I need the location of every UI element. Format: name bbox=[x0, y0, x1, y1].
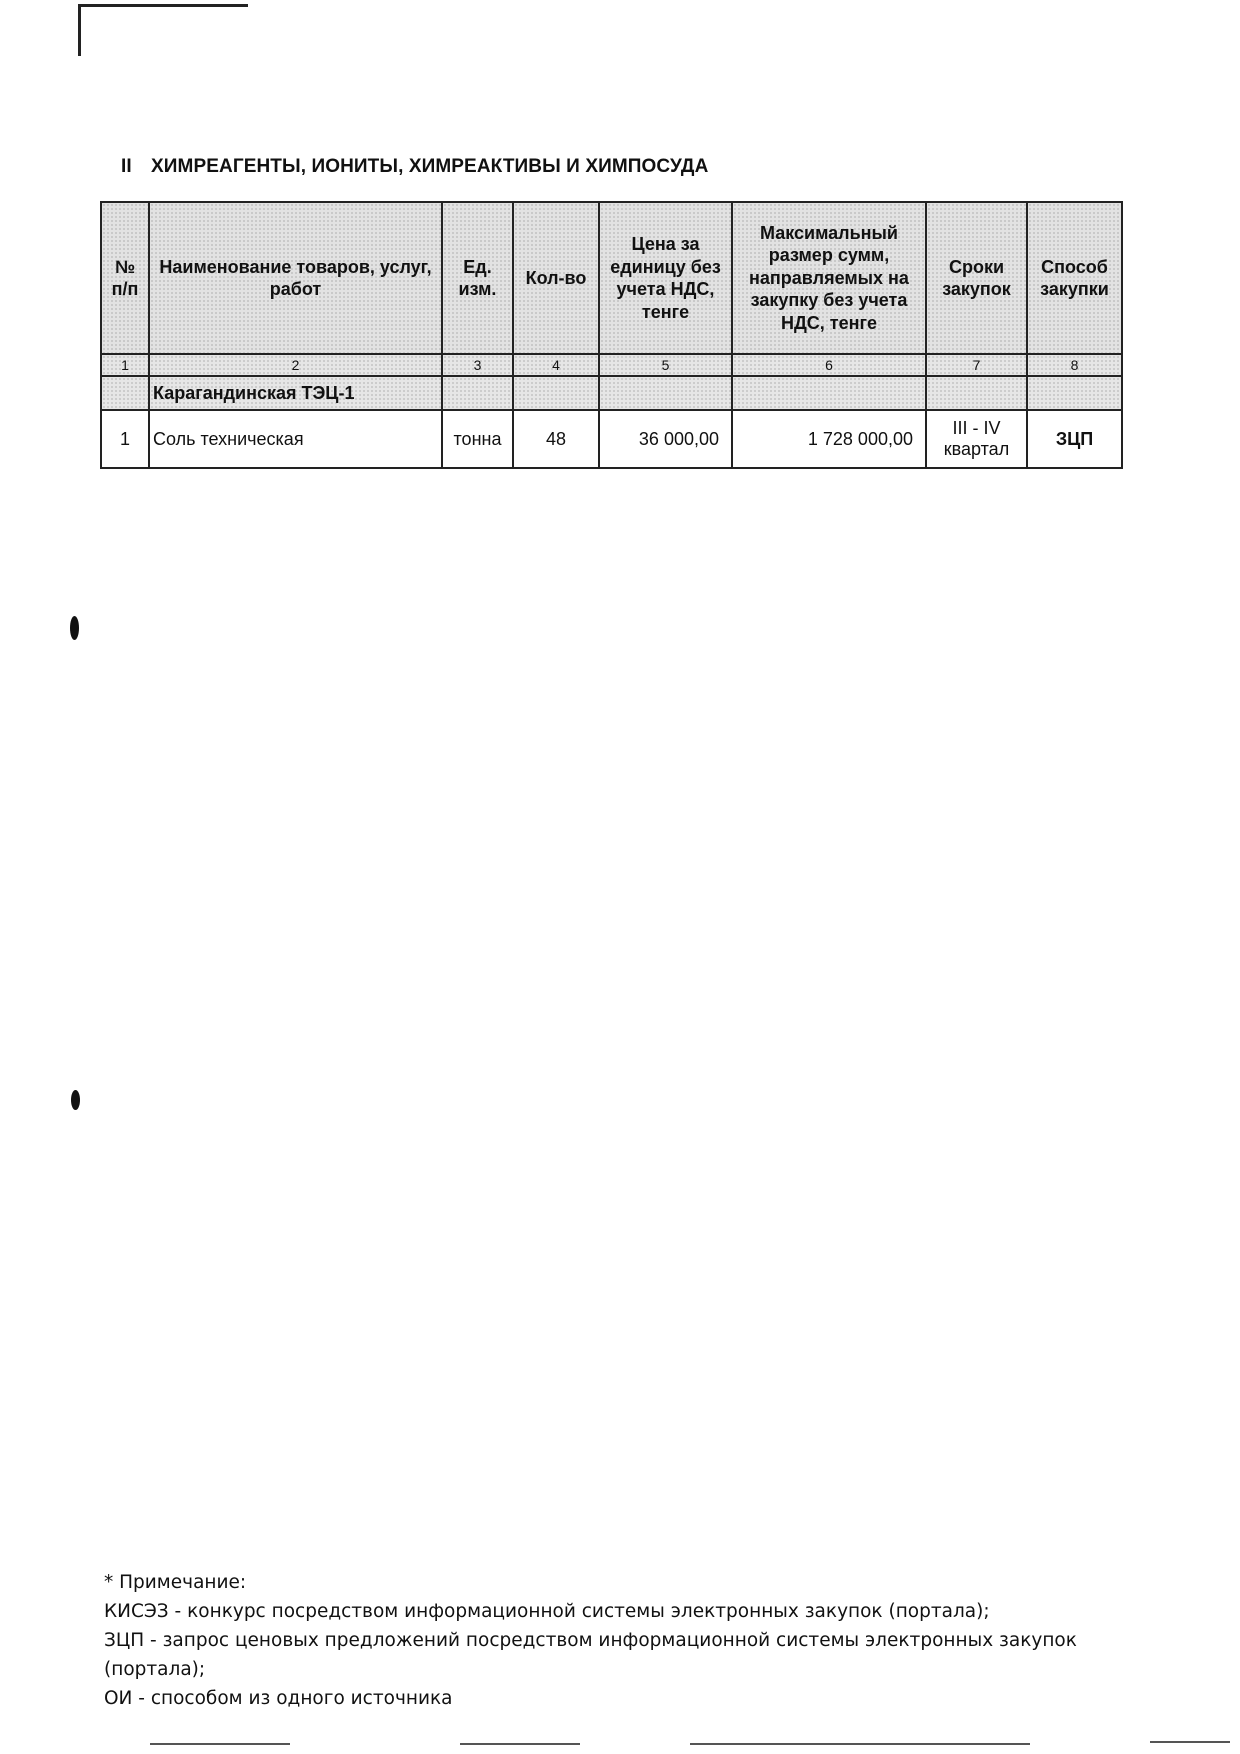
column-header: Ед. изм. bbox=[442, 202, 513, 354]
section-number: II bbox=[121, 156, 132, 177]
column-number-row bbox=[101, 354, 1122, 376]
column-header: № п/п bbox=[101, 202, 149, 354]
group-empty-cell bbox=[599, 376, 732, 410]
footnote-title: * Примечание: bbox=[104, 1572, 247, 1593]
item-unit: тонна bbox=[442, 410, 513, 468]
column-number: 4 bbox=[513, 354, 599, 376]
scan-corner-mark bbox=[78, 4, 81, 56]
scan-punch-hole-mark bbox=[70, 616, 79, 640]
group-empty-cell bbox=[442, 376, 513, 410]
item-price: 36 000,00 bbox=[599, 410, 732, 468]
footnote-line: КИСЭЗ - конкурс посредством информационной системы электронных закупок (портала); bbox=[104, 1601, 990, 1622]
column-header: Способ закупки bbox=[1027, 202, 1122, 354]
column-number: 7 bbox=[926, 354, 1027, 376]
procurement-table bbox=[100, 201, 1123, 469]
column-header: Цена за единицу без учета НДС, тенге bbox=[599, 202, 732, 354]
table-header-row bbox=[101, 202, 1122, 354]
column-number: 6 bbox=[732, 354, 926, 376]
row-number: 1 bbox=[101, 410, 149, 468]
scan-edge-line bbox=[460, 1743, 580, 1745]
item-max-sum: 1 728 000,00 bbox=[732, 410, 926, 468]
item-method: ЗЦП bbox=[1027, 410, 1122, 468]
footnote-line: ЗЦП - запрос ценовых предложений посредством информационной системы электронных закупок (портала); bbox=[104, 1630, 1077, 1680]
section-heading bbox=[121, 156, 708, 178]
item-quantity: 48 bbox=[513, 410, 599, 468]
column-number: 5 bbox=[599, 354, 732, 376]
footnote bbox=[104, 1568, 1104, 1713]
group-name: Карагандинская ТЭЦ-1 bbox=[149, 376, 442, 410]
group-empty-cell bbox=[101, 376, 149, 410]
item-term: III - IV квартал bbox=[926, 410, 1027, 468]
scan-punch-hole-mark bbox=[71, 1090, 80, 1110]
column-header: Кол-во bbox=[513, 202, 599, 354]
footnote-line: ОИ - способом из одного источника bbox=[104, 1688, 453, 1709]
column-header: Наименование товаров, услуг, работ bbox=[149, 202, 442, 354]
column-number: 2 bbox=[149, 354, 442, 376]
column-number: 8 bbox=[1027, 354, 1122, 376]
scan-corner-mark bbox=[78, 4, 248, 7]
column-header: Сроки закупок bbox=[926, 202, 1027, 354]
column-number: 3 bbox=[442, 354, 513, 376]
group-row bbox=[101, 376, 1122, 410]
scan-edge-line bbox=[150, 1743, 290, 1745]
section-title: ХИМРЕАГЕНТЫ, ИОНИТЫ, ХИМРЕАКТИВЫ И ХИМПОСУДА bbox=[151, 156, 709, 177]
item-name: Соль техническая bbox=[149, 410, 442, 468]
column-header: Максимальный размер сумм, направляемых на закупку без учета НДС, тенге bbox=[732, 202, 926, 354]
scan-edge-line bbox=[690, 1743, 1030, 1745]
group-empty-cell bbox=[926, 376, 1027, 410]
table-row bbox=[101, 410, 1122, 468]
column-number: 1 bbox=[101, 354, 149, 376]
group-empty-cell bbox=[1027, 376, 1122, 410]
scan-edge-line bbox=[1150, 1741, 1230, 1743]
group-empty-cell bbox=[513, 376, 599, 410]
group-empty-cell bbox=[732, 376, 926, 410]
